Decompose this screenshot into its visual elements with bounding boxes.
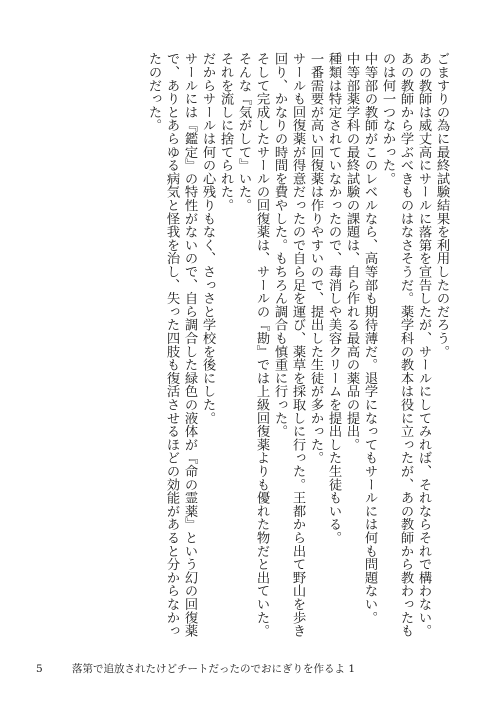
page-number: 5	[36, 663, 43, 675]
paragraph: だからサールは何の心残りもなく、さっさと学校を後にした。	[200, 52, 215, 425]
paragraph: あの教師は威丈高にサールに落第を宣告したが、サールにしてみれば、それならそれで構わない。あの教師から学ぶべきものはなさそうだ。薬学科の教本は役に立ったが、あの教師から教わったものは何一つなかった。	[380, 52, 431, 638]
book-title: 落第で追放されたけどチートだったのでおにぎりを作るよ 1	[72, 663, 356, 675]
paragraph: 中等部薬学科の最終試験の課題は、自ら作れる最高の薬品の提出。	[344, 52, 359, 451]
paragraph: ごますりの為に最終試験結果を利用したのだろう。	[434, 52, 449, 358]
vertical-body-text	[40, 52, 450, 650]
paragraph: サールも回復薬が得意だったので自ら足を運び、薬草を採取しに行った。王都から出て野山を歩き回り、かなりの時間を費やした。もちろん調合も慎重に行った。	[272, 52, 305, 638]
paragraph: そんな『気がして』いた。	[236, 52, 251, 212]
paragraph: それを流しに捨てられた。	[218, 52, 233, 212]
paragraph: 中等部の教師がこのレベルなら、高等部も期待薄だ。退学になってもサールには何も問題ない。	[362, 52, 377, 624]
paragraph: 一番需要が高い回復薬は作りやすいので、提出した生徒が多かった。	[308, 52, 323, 465]
paragraph: サールには『鑑定』の特性がないので、自ら調合した緑色の液体が『命の霊薬』という幻の回復薬で、ありとあらゆる病気と怪我を治し、失った四肢も復活させるほどの効能があると分からなかったのだった。	[146, 52, 197, 638]
paragraph: 種類は特定されていなかったので、毒消しや美容クリームを提出した生徒もいる。	[326, 52, 341, 545]
paragraph: そして完成したサールの回復薬は、サールの『勘』では上級回復薬よりも優れた物だと出ていた。	[254, 52, 269, 638]
page-footer	[36, 661, 355, 676]
